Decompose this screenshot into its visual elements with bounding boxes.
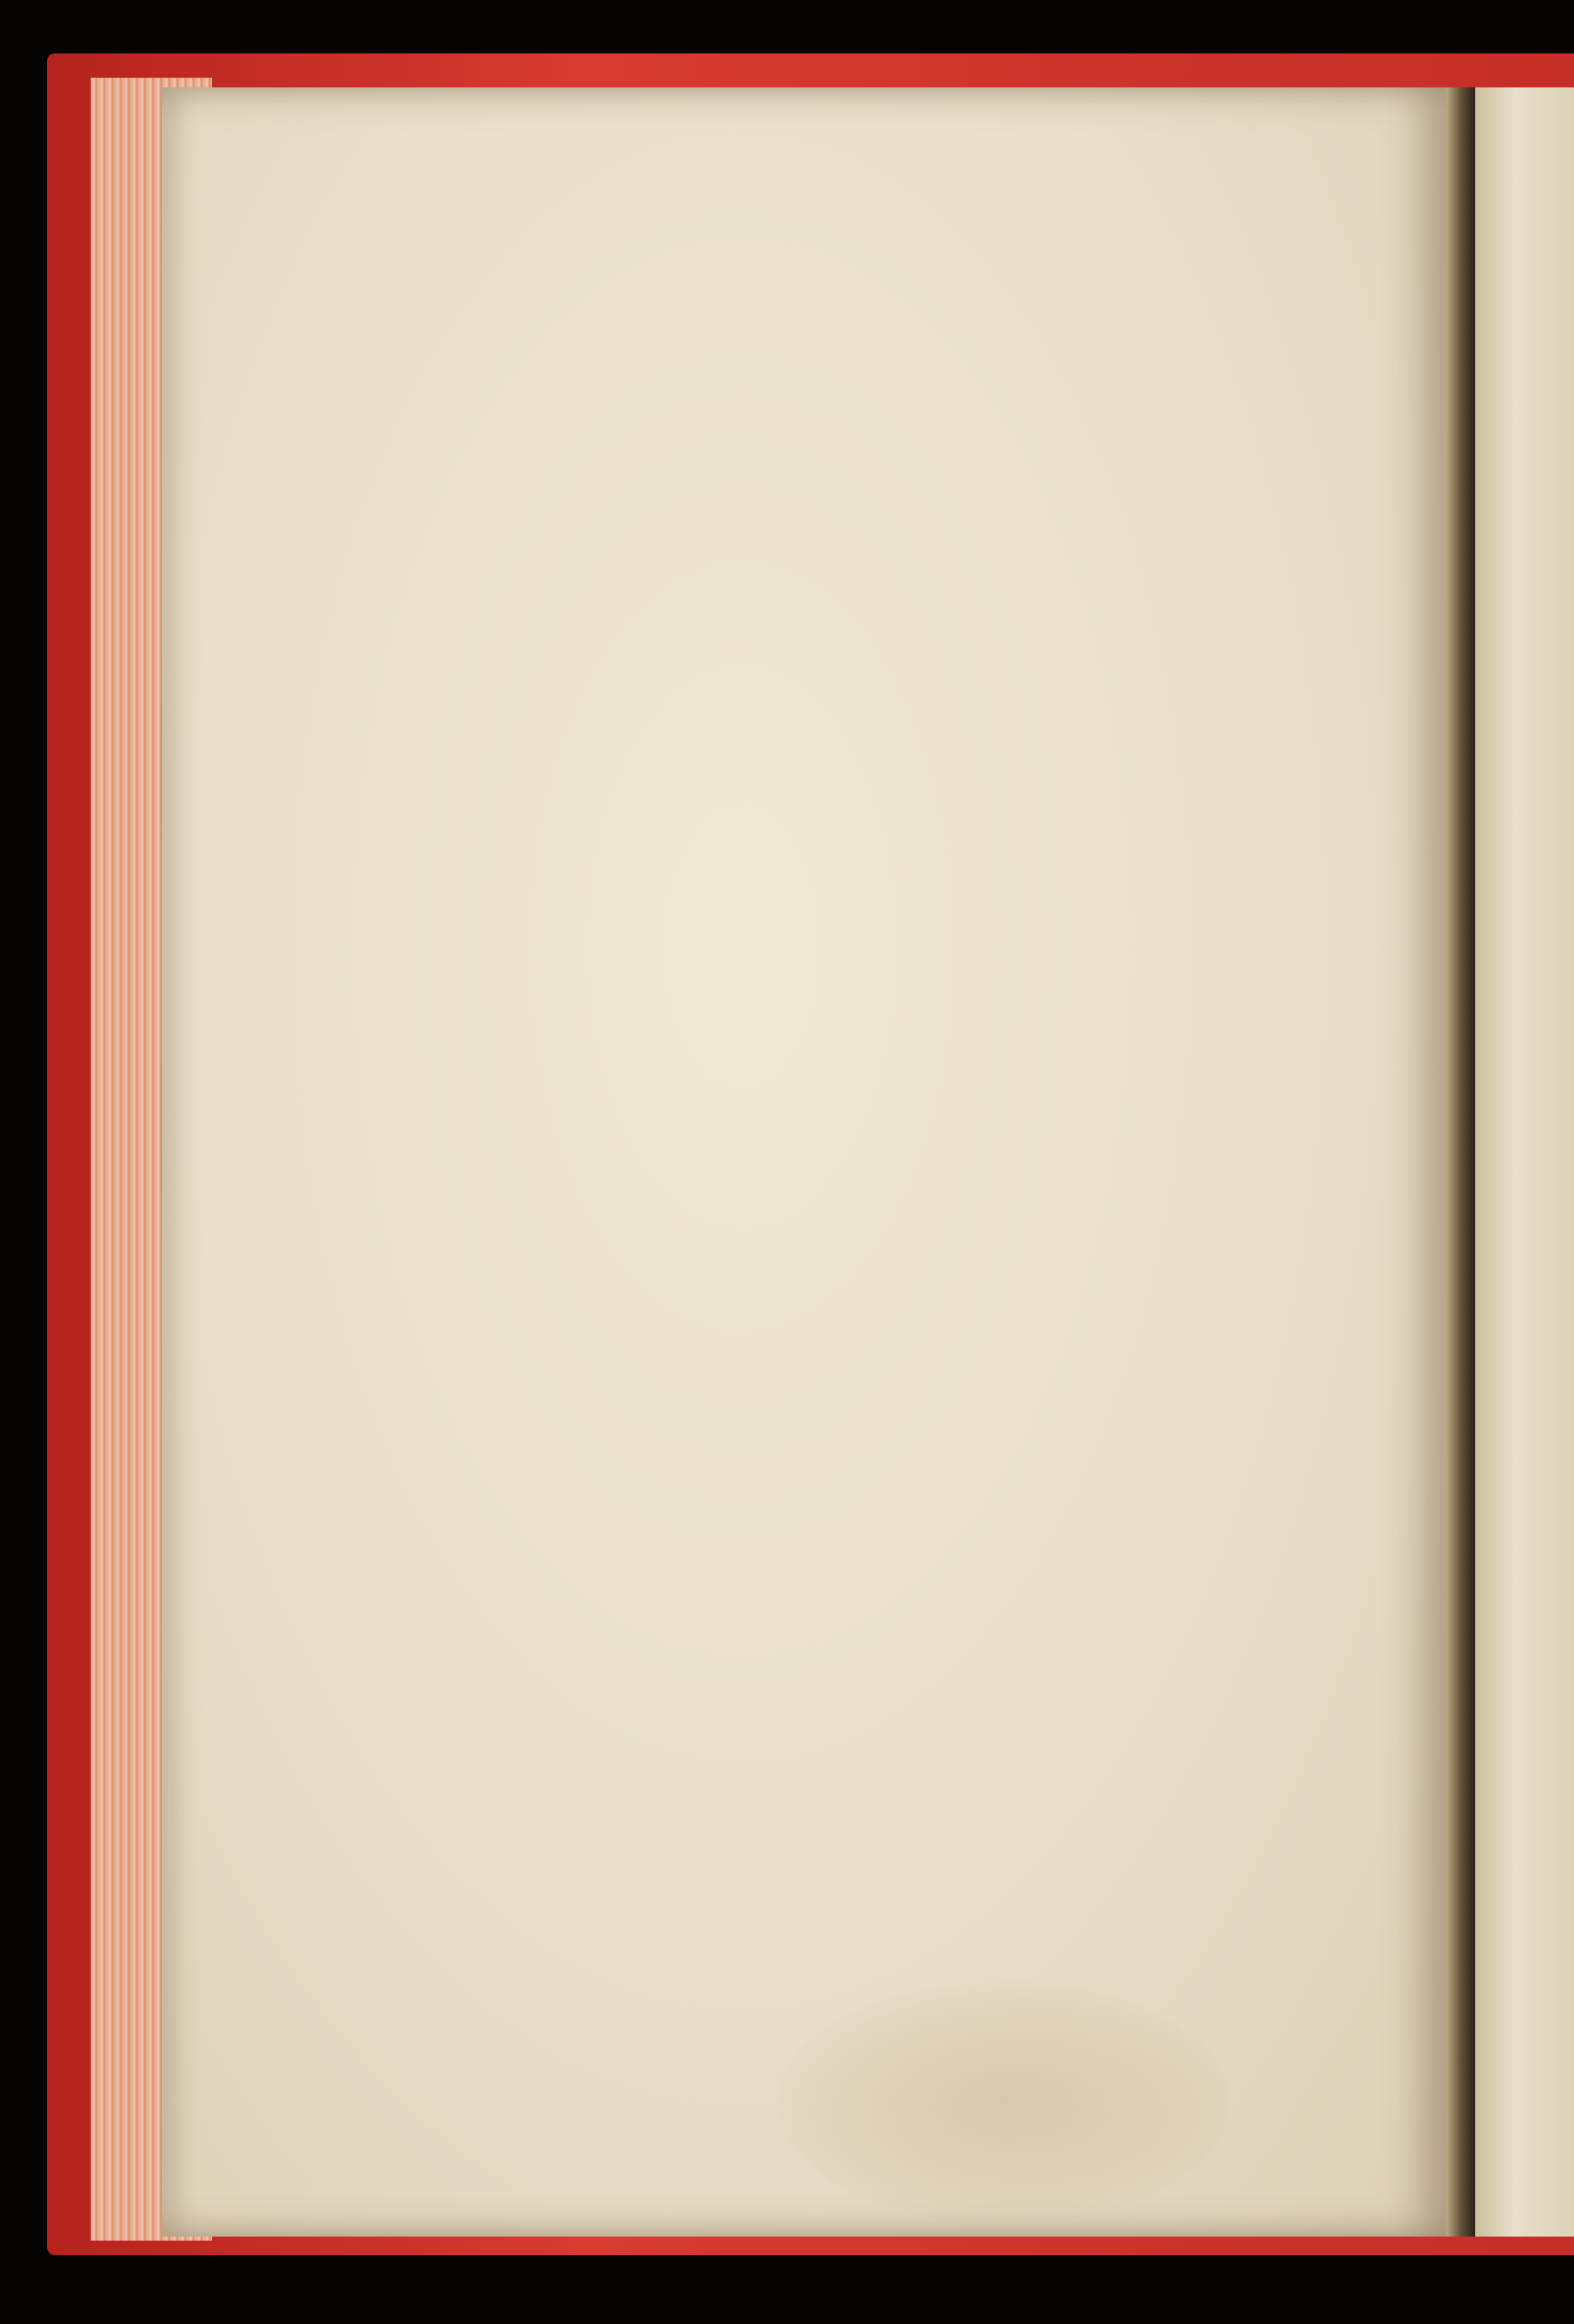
water-stain — [777, 1982, 1231, 2224]
page-text — [479, 409, 1321, 526]
adjacent-page — [1475, 87, 1574, 2237]
section-heading — [479, 433, 1321, 491]
book-gutter — [1446, 87, 1475, 2237]
